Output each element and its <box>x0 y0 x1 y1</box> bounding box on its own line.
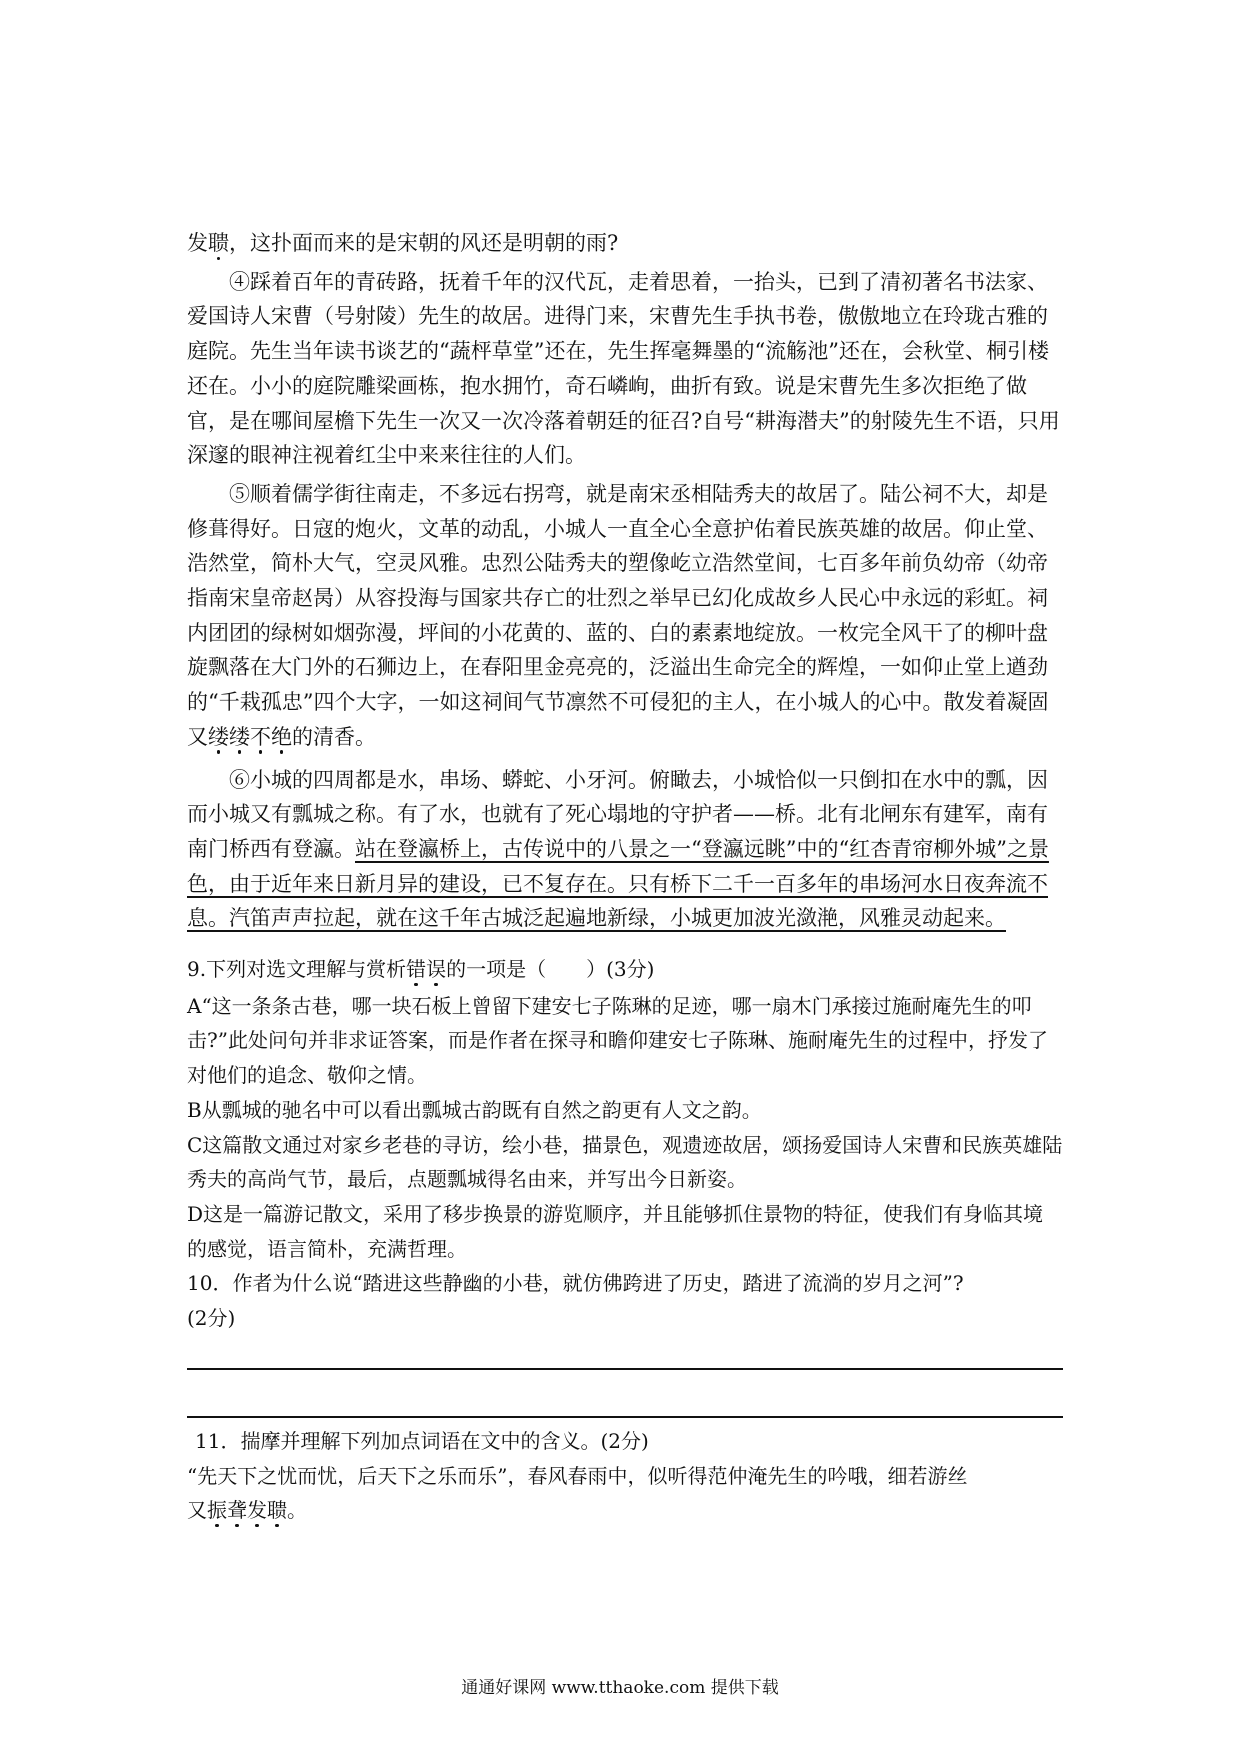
dotted-char: 缕 <box>208 724 229 749</box>
text-fragment: 。 <box>287 1498 307 1523</box>
page-footer: 通通好课网 www.tthaoke.com 提供下载 <box>461 1678 779 1698</box>
question-11 <box>187 1424 1063 1528</box>
paragraph-5 <box>187 477 1063 755</box>
answer-line <box>187 1368 1063 1370</box>
dotted-char: 发 <box>247 1498 267 1523</box>
option-c: C这篇散文通过对家乡老巷的寻访，绘小巷，描景色，观遗迹故居，颂扬爱国诗人宋曹和民族英雄陆秀夫的高尚气节，最后，点题瓢城得名由来，并写出今日新姿。 <box>187 1132 1063 1192</box>
question-10-points: (2分) <box>187 1305 236 1330</box>
text-fragment: 发 <box>187 231 208 255</box>
answer-line <box>187 1416 1063 1418</box>
text-fragment: ，这扑面而来的是宋朝的风还是明朝的雨? <box>229 231 619 255</box>
question-9-stem <box>187 952 1063 987</box>
passage <box>187 226 1063 936</box>
text-fragment: 又 <box>187 1498 207 1523</box>
question-10 <box>187 1266 1063 1335</box>
text-fragment: 9.下列对选文理解与赏析 <box>187 957 407 981</box>
dotted-char: 缕 <box>229 724 250 749</box>
question-11-quote: “先天下之忧而忧，后天下之乐而乐”，春风春雨中，似听得范仲淹先生的吟哦，细若游丝 <box>187 1463 968 1488</box>
dotted-phrase <box>207 1498 287 1522</box>
dotted-char: 错 <box>406 957 427 981</box>
question-11-stem: 11．揣摩并理解下列加点词语在文中的含义。(2分) <box>195 1429 649 1453</box>
question-10-stem: 10．作者为什么说“踏进这些静幽的小巷，就仿佛跨进了历史，踏进了流淌的岁月之河”? <box>187 1271 964 1295</box>
dotted-char: 绝 <box>271 724 292 749</box>
dotted-char: 聩 <box>267 1498 287 1523</box>
text-fragment: 的一项是（ ）(3分) <box>446 957 655 981</box>
text-fragment: ⑥小城的四周都是水，串场、蟒蛇、小牙河。俯瞰去，小城恰似一只倒扣在水中的瓢，因而小城又有瓢城之称。有了水，也就有了死心塌地的守护者——桥。北有北闸东有建军，南有南门桥西有登瀛。 <box>187 767 1048 861</box>
dotted-char: 聋 <box>227 1498 247 1523</box>
paragraph-4: ④踩着百年的青砖路，抚着千年的汉代瓦，走着思着，一抬头，已到了清初著名书法家、爱国诗人宋曹（号射陵）先生的故居。进得门来，宋曹先生手执书卷，傲傲地立在玲珑古雅的庭院。先生当年读书谈艺的“蔬枰草堂”还在，先生挥毫舞墨的“流觞池”还在，会秋堂、桐引楼还在。小小的庭院雕梁画栋，抱水拥竹，奇石嶙峋，曲折有致。说是宋曹先生多次拒绝了做官，是在哪间屋檐下先生一次又一次冷落着朝廷的征召?自号“耕海潜夫”的射陵先生不语，只用深邃的眼神注视着红尘中来来往往的人们。 <box>187 269 1060 468</box>
dotted-char: 误 <box>426 957 447 981</box>
dotted-phrase <box>208 725 292 749</box>
question-11-quote-line2 <box>187 1493 1063 1528</box>
text-fragment: 的清香。 <box>292 724 376 749</box>
option-b: B从瓢城的驰名中可以看出瓢城古韵既有自然之韵更有人文之韵。 <box>187 1097 762 1122</box>
question-9 <box>187 952 1063 1266</box>
paragraph-6 <box>187 763 1063 937</box>
passage-line-p3-end <box>187 226 1063 261</box>
underlined-sentence: 站在登瀛桥上，古传说中的八景之一“登瀛远眺”中的“红杏青帘柳外城”之景色，由于近年来日新月异的建设，已不复存在。只有桥下二千一百多年的串场河水日夜奔流不息。汽笛声声拉起，就在这千年古城泛起遍地新绿，小城更加波光潋滟，风雅灵动起来。 <box>187 836 1049 931</box>
dotted-char: 振 <box>207 1498 227 1523</box>
option-d: D这是一篇游记散文，采用了移步换景的游览顺序，并且能够抓住景物的特征，使我们有身临其境的感觉，语言简朴，充满哲理。 <box>187 1201 1044 1261</box>
text-fragment: ⑤顺着儒学街往南走，不多远右拐弯，就是南宋丞相陆秀夫的故居了。陆公祠不大，却是修葺得好。日寇的炮火，文革的动乱，小城人一直全心全意护佑着民族英雄的故居。仰止堂、浩然堂，简朴大气，空灵风雅。忠烈公陆秀夫的塑像屹立浩然堂间，七百多年前负幼帝（幼帝指南宋皇帝赵昺）从容投海与国家共存亡的壮烈之举早已幻化成故乡人民心中永远的彩虹。祠内团团的绿树如烟弥漫，坪间的小花黄的、蓝的、白的素素地绽放。一枚完全风干了的柳叶盘旋飘落在大门外的石狮边上，在春阳里金亮亮的，泛溢出生命完全的辉煌，一如仰止堂上遒劲的“千栽孤忠”四个大字，一如这祠间气节凛然不可侵犯的主人，在小城人的心中。散发着凝固又 <box>187 481 1049 749</box>
dotted-character: 聩 <box>208 231 229 255</box>
dotted-char: 不 <box>250 724 271 749</box>
option-a: A“这一条条古巷，哪一块石板上曾留下建安七子陈琳的足迹，哪一扇木门承接过施耐庵先生的叩击?”此处问句并非求证答案，而是作者在探寻和瞻仰建安七子陈琳、施耐庵先生的过程中，抒发了对他们的追念、敬仰之情。 <box>187 993 1048 1088</box>
